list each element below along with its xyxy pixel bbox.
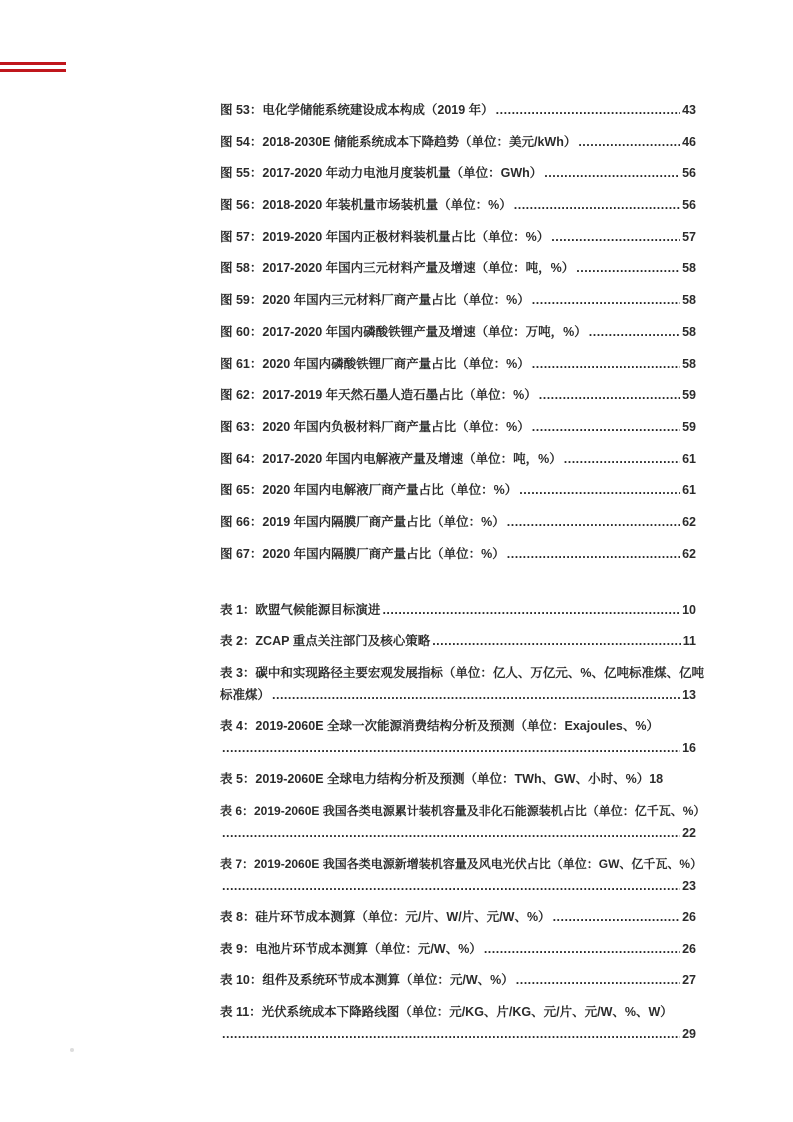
toc-entry-table10[interactable]: 表 10：组件及系统环节成本测算（单位：元/W、%） ..... 27 — [220, 972, 696, 988]
toc-entry-table5[interactable]: 表 5：2019-2060E 全球电力结构分析及预测（单位：TWh、GW、小时、%）18 — [220, 772, 664, 786]
toc-entry-table3[interactable]: 表 3：碳中和实现路径主要宏观发展指标（单位：亿人、万亿元、%、亿吨标准煤、亿吨 标准煤） ..... 13 — [220, 665, 696, 703]
toc-entry-fig65[interactable]: 图 65：2020 年国内电解液厂商产量占比（单位：%） ..... 61 — [220, 482, 696, 498]
toc-entry-fig60[interactable]: 图 60：2017-2020 年国内磷酸铁锂产量及增速（单位：万吨，%） ..... 58 — [220, 324, 696, 340]
toc-entry-fig66[interactable]: 图 66：2019 年国内隔膜厂商产量占比（单位：%） ..... 62 — [220, 514, 696, 530]
toc-entry-fig61[interactable]: 图 61：2020 年国内磷酸铁锂厂商产量占比（单位：%） ..... 58 — [220, 356, 696, 372]
toc-entry-table4[interactable]: 表 4：2019-2060E 全球一次能源消费结构分析及预测（单位：Exajoules、%） ..... 16 — [220, 718, 696, 756]
page-marker-dot — [70, 1048, 74, 1052]
toc-entry-table1[interactable]: 表 1：欧盟气候能源目标演进 ..... 10 — [220, 602, 696, 618]
toc-entry-fig56[interactable]: 图 56：2018-2020 年装机量市场装机量（单位：%） ..... 56 — [220, 197, 696, 213]
table-list — [220, 602, 696, 618]
toc-entry-table8[interactable]: 表 8：硅片环节成本测算（单位：元/片、W/片、元/W、%） ..... 26 — [220, 909, 696, 925]
toc-entry-table6[interactable]: 表 6：2019-2060E 我国各类电源累计装机容量及非化石能源装机占比（单位：亿千瓦、%） ..... 22 — [220, 803, 696, 841]
header-accent-bar — [0, 69, 66, 72]
toc-entry-fig67[interactable]: 图 67：2020 年国内隔膜厂商产量占比（单位：%） ..... 62 — [220, 546, 696, 562]
figure-list — [220, 102, 696, 562]
toc-entry-table11[interactable]: 表 11：光伏系统成本下降路线图（单位：元/KG、片/KG、元/片、元/W、%、W） ..... 29 — [220, 1004, 696, 1042]
toc-entry-fig53[interactable]: 图 53：电化学储能系统建设成本构成（2019 年） ..... 43 — [220, 102, 696, 118]
toc-entry-fig54[interactable]: 图 54：2018-2030E 储能系统成本下降趋势（单位：美元/kWh） ..... 46 — [220, 134, 696, 150]
toc-entry-fig63[interactable]: 图 63：2020 年国内负极材料厂商产量占比（单位：%） ..... 59 — [220, 419, 696, 435]
toc-entry-fig55[interactable]: 图 55：2017-2020 年动力电池月度装机量（单位：GWh） ..... 56 — [220, 165, 696, 181]
toc-entry-table9[interactable]: 表 9：电池片环节成本测算（单位：元/W、%） ..... 26 — [220, 941, 696, 957]
header-accent-bar — [0, 62, 66, 65]
toc-entry-fig57[interactable]: 图 57：2019-2020 年国内正极材料装机量占比（单位：%） ..... 57 — [220, 229, 696, 245]
toc-entry-fig62[interactable]: 图 62：2017-2019 年天然石墨人造石墨占比（单位：%） ..... 59 — [220, 387, 696, 403]
toc-entry-fig64[interactable]: 图 64：2017-2020 年国内电解液产量及增速（单位：吨，%） ..... 61 — [220, 451, 696, 467]
toc-entry-table2[interactable]: 表 2：ZCAP 重点关注部门及核心策略 ..... 11 — [220, 633, 696, 649]
toc-entry-fig59[interactable]: 图 59：2020 年国内三元材料厂商产量占比（单位：%） ..... 58 — [220, 292, 696, 308]
toc-entry-table7[interactable]: 表 7：2019-2060E 我国各类电源新增装机容量及风电光伏占比（单位：GW、亿千瓦、%） ..... 23 — [220, 856, 696, 894]
toc-entry-fig58[interactable]: 图 58：2017-2020 年国内三元材料产量及增速（单位：吨，%） ..... 58 — [220, 260, 696, 276]
